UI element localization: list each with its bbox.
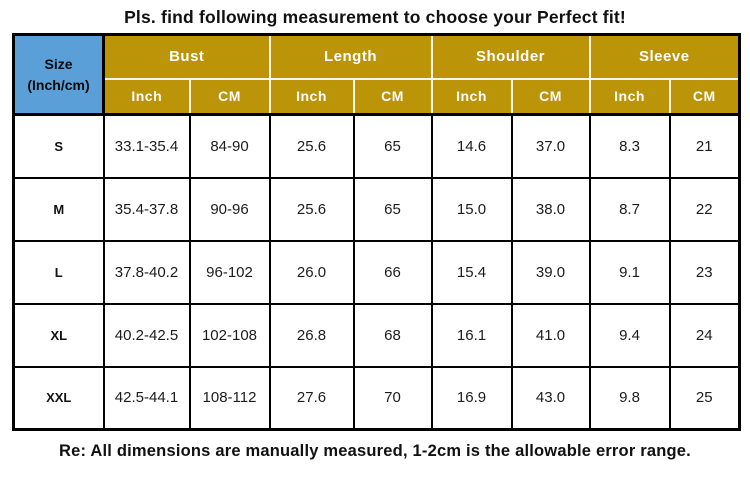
measurement-cell: 38.0 [512,178,590,241]
measurement-cell: 16.1 [432,304,512,367]
sub-header-length-inch: Inch [270,79,354,115]
measurement-cell: 65 [354,178,432,241]
measurement-cell: 41.0 [512,304,590,367]
header-sub-row [14,79,740,115]
size-column-header-line2: (Inch/cm) [27,76,90,93]
measurement-cell: 27.6 [270,367,354,430]
measurement-cell: 8.3 [590,115,670,178]
measurement-cell: 25 [670,367,740,430]
size-label: S [14,115,104,178]
measurement-cell: 90-96 [190,178,270,241]
measurement-cell: 96-102 [190,241,270,304]
table-row-xxl [14,367,740,430]
measurement-cell: 65 [354,115,432,178]
measurement-cell: 70 [354,367,432,430]
sub-header-shoulder-cm: CM [512,79,590,115]
measurement-cell: 26.0 [270,241,354,304]
measurement-cell: 43.0 [512,367,590,430]
measurement-cell: 9.4 [590,304,670,367]
sub-header-length-cm: CM [354,79,432,115]
size-label: XXL [14,367,104,430]
size-label: XL [14,304,104,367]
table-row-m [14,178,740,241]
group-header-shoulder: Shoulder [432,35,590,79]
measurement-cell: 26.8 [270,304,354,367]
measurement-cell: 22 [670,178,740,241]
measurement-cell: 25.6 [270,178,354,241]
measurement-cell: 16.9 [432,367,512,430]
size-label: L [14,241,104,304]
sub-header-sleeve-cm: CM [670,79,740,115]
measurement-cell: 14.6 [432,115,512,178]
measurement-cell: 15.0 [432,178,512,241]
header-group-row [14,35,740,79]
measurement-cell: 84-90 [190,115,270,178]
measurement-cell: 35.4-37.8 [104,178,190,241]
footer-note: Re: All dimensions are manually measured, 1-2cm is the allowable error range. [59,442,691,460]
sub-header-bust-inch: Inch [104,79,190,115]
measurement-cell: 15.4 [432,241,512,304]
measurement-cell: 68 [354,304,432,367]
sub-header-sleeve-inch: Inch [590,79,670,115]
group-header-sleeve: Sleeve [590,35,740,79]
measurement-cell: 40.2-42.5 [104,304,190,367]
measurement-cell: 37.8-40.2 [104,241,190,304]
measurement-cell: 108-112 [190,367,270,430]
sub-header-shoulder-inch: Inch [432,79,512,115]
measurement-cell: 21 [670,115,740,178]
size-column-header [14,35,104,115]
measurement-cell: 42.5-44.1 [104,367,190,430]
measurement-cell: 25.6 [270,115,354,178]
table-row-s [14,115,740,178]
measurement-cell: 23 [670,241,740,304]
size-chart-table [12,33,741,431]
group-header-length: Length [270,35,432,79]
table-row-l [14,241,740,304]
measurement-cell: 9.1 [590,241,670,304]
size-chart-title: Pls. find following measurement to choose your Perfect fit! [124,7,626,27]
size-label: M [14,178,104,241]
measurement-cell: 102-108 [190,304,270,367]
table-row-xl [14,304,740,367]
size-column-header-line1: Size [44,56,73,73]
measurement-cell: 37.0 [512,115,590,178]
sub-header-bust-cm: CM [190,79,270,115]
measurement-cell: 8.7 [590,178,670,241]
measurement-cell: 24 [670,304,740,367]
measurement-cell: 66 [354,241,432,304]
measurement-cell: 9.8 [590,367,670,430]
measurement-cell: 33.1-35.4 [104,115,190,178]
measurement-cell: 39.0 [512,241,590,304]
group-header-bust: Bust [104,35,270,79]
